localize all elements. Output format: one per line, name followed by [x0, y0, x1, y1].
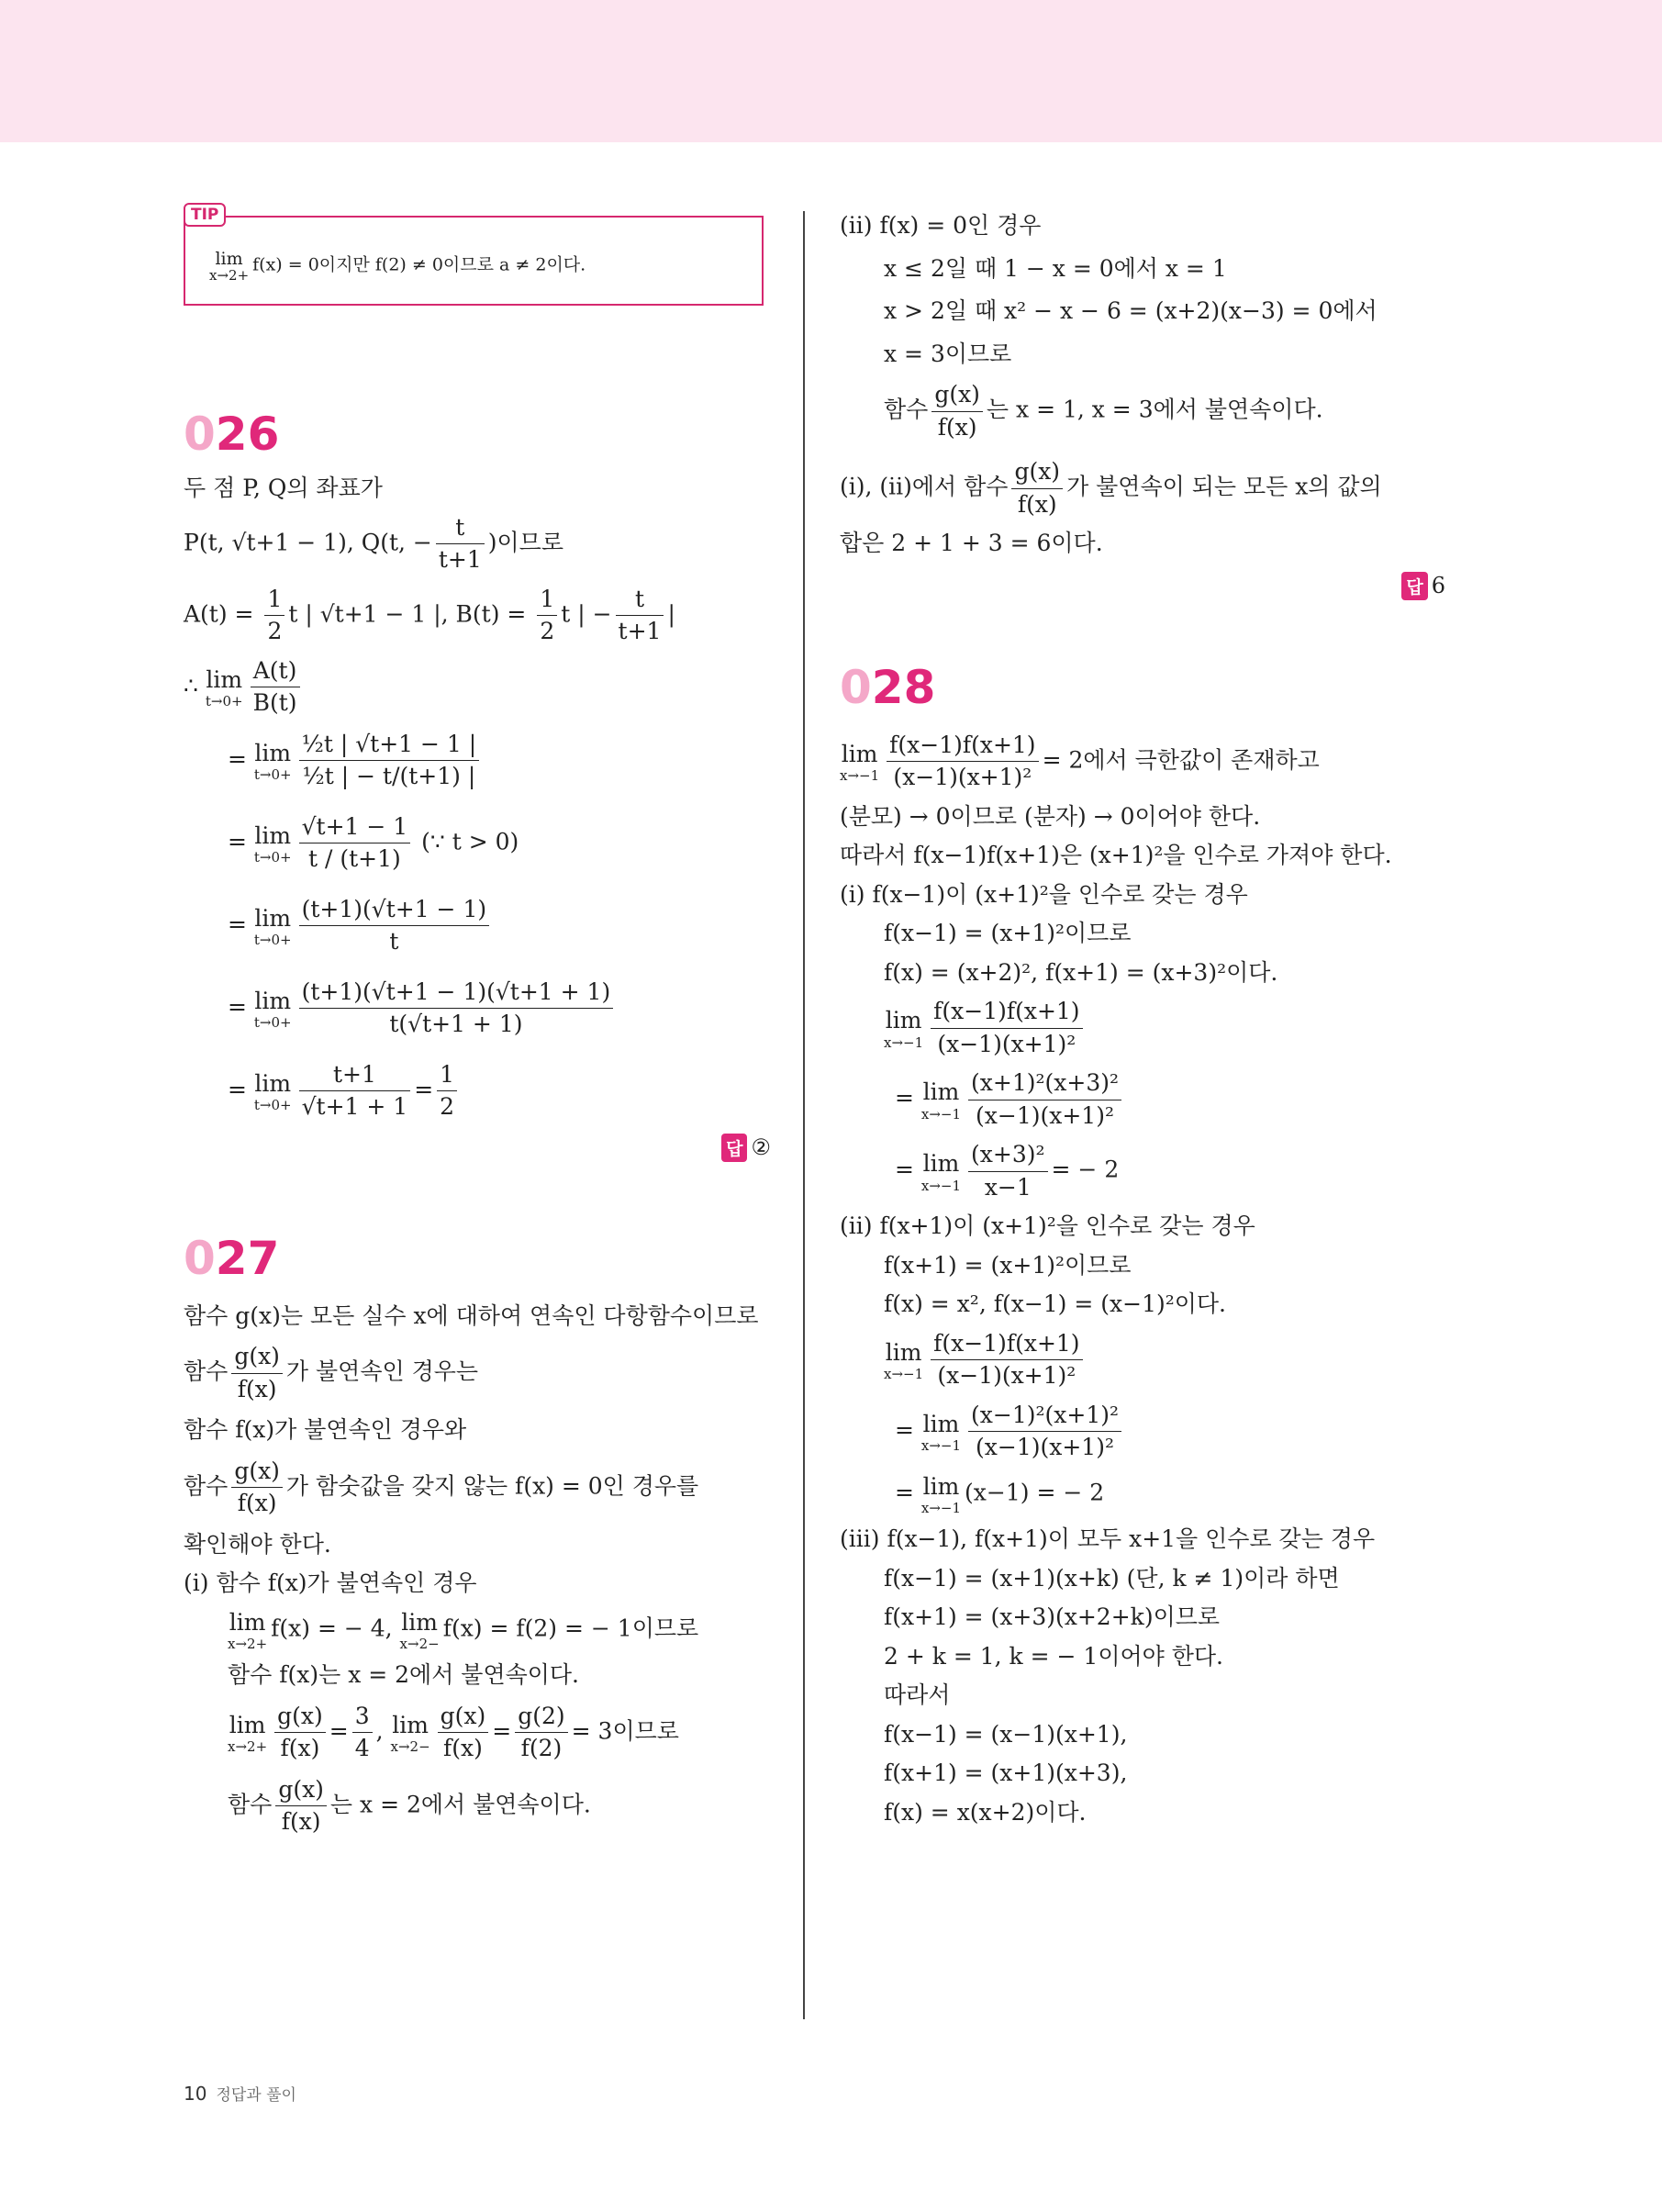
problem-number-027: 027	[184, 1231, 280, 1285]
p028-case-1-lim: lim x→−1 $\frac{f(x-1)f(x+1)}{\text{(x−1)(x+1)²}}$	[840, 997, 1445, 1059]
p026-line-3: A(t) = $\frac{1}{2}$ t | √t+1 − 1 |, B(t) = $\frac{1}{2}$ t | − $\frac{t}{t+1}$ |	[184, 585, 675, 644]
p028-case-1-step-2: = lim x→−1 $\frac{\text{(x+3)²}}{x-1}$ = − 2	[895, 1141, 1120, 1201]
p028-case-2-lim: lim x→−1 $\frac{f(x-1)f(x+1)}{\text{(x−1)(x+1)²}}$	[840, 1329, 1445, 1391]
p027-line-4: 함수 $\frac{g(x)}{f(x)}$ 가 함숫값을 갖지 않는 f(x) = 0인 경우를	[184, 1457, 699, 1516]
problem-number-026: 026	[184, 408, 280, 461]
right-column	[840, 211, 1445, 1827]
p026-step-5: = lim t→0+ $\frac{t+1}{√t+1 + 1}$ = $\frac{1}{2}$	[184, 1060, 771, 1123]
p027-line-1: 함수 g(x)는 모든 실수 x에 대하여 연속인 다항함수이므로	[184, 1302, 759, 1329]
p028-case-2-line-2: f(x) = x², f(x−1) = (x−1)²이다.	[884, 1290, 1226, 1317]
p026-line-2: P(t, √t+1 − 1), Q(t, − $\frac{t}{t+1}$ )이므로	[184, 513, 563, 573]
p028-case-1: (ⅰ) f(x−1)이 (x+1)²을 인수로 갖는 경우	[840, 880, 1248, 908]
p028-case-2: (ⅱ) f(x+1)이 (x+1)²을 인수로 갖는 경우	[840, 1212, 1255, 1239]
p028-case-3-line-7: f(x) = x(x+2)이다.	[884, 1798, 1087, 1826]
p027-case-1-line-3: lim x→2+ $\frac{g(x)}{f(x)}$ = $\frac{3}{4}$ , lim x→2− $\frac{g(x)}{f(x)}$ = $\frac{g(2)}{f(2)}$ = 3이므로	[228, 1702, 679, 1761]
p027-case-2-line-4: 함수 $\frac{g(x)}{f(x)}$ 는 x = 1, x = 3에서 불연속이다.	[884, 381, 1323, 441]
tip-box	[184, 206, 764, 306]
p026-step-3: = lim t→0+ $\frac{(t+1)(√t+1 - 1)}{t}$	[184, 895, 771, 957]
p028-case-3-line-1: f(x−1) = (x+1)(x+k) (단, k ≠ 1)이라 하면	[884, 1564, 1340, 1592]
p027-conclusion-2: 합은 2 + 1 + 3 = 6이다.	[840, 530, 1103, 556]
p028-line-3: 따라서 f(x−1)f(x+1)은 (x+1)²을 인수로 가져야 한다.	[840, 842, 1392, 868]
p026-step-2: = lim t→0+ $\frac{√t+1 - 1}{t / (t+1)}$ (∵ t > 0)	[228, 812, 519, 872]
p028-case-1-step-1: = lim x→−1 $\frac{\text{(x+1)²(x+3)²}}{\text{(x−1)(x+1)²}}$	[840, 1068, 1445, 1131]
page-footer	[184, 2082, 296, 2105]
p028-case-1-line-2: f(x) = (x+2)², f(x+1) = (x+3)²이다.	[884, 958, 1278, 986]
p027-case-2-line-3: x = 3이므로	[884, 340, 1012, 367]
p028-case-2-step-1: = lim x→−1 $\frac{\text{(x−1)²(x+1)²}}{\text{(x−1)(x+1)²}}$	[840, 1401, 1445, 1463]
problem-number-028: 028	[840, 660, 936, 714]
p026-line-4: ∴ lim t→0+ $\frac{A(t)}{B(t)}$	[184, 656, 771, 719]
p026-answer: 답 ②	[184, 1134, 771, 1162]
p027-case-1: (ⅰ) 함수 f(x)가 불연속인 경우	[184, 1570, 477, 1596]
p028-case-1-line-1: f(x−1) = (x+1)²이므로	[884, 920, 1132, 946]
p027-case-1-line-2: 함수 f(x)는 x = 2에서 불연속이다.	[228, 1661, 579, 1688]
p028-case-3-line-6: f(x+1) = (x+1)(x+3),	[884, 1760, 1128, 1786]
p027-conclusion-1: (ⅰ), (ⅱ)에서 함수 $\frac{g(x)}{f(x)}$ 가 불연속이 되는 모든 x의 값의	[840, 458, 1382, 518]
p027-case-1-line-4: 함수 $\frac{g(x)}{f(x)}$ 는 x = 2에서 불연속이다.	[228, 1775, 591, 1835]
p027-case-1-line-1: lim x→2+ f(x) = − 4, lim x→2− f(x) = f(2) = − 1이므로	[228, 1608, 699, 1652]
tip-label: TIP	[184, 203, 226, 227]
p027-case-2-line-1: x ≤ 2일 때 1 − x = 0에서 x = 1	[884, 254, 1227, 282]
p027-answer: 답 6	[840, 572, 1445, 600]
p027-case-2: (ⅱ) f(x) = 0인 경우	[840, 212, 1042, 239]
page-number: 10	[184, 2083, 207, 2105]
p028-case-2-line-1: f(x+1) = (x+1)²이므로	[884, 1251, 1132, 1279]
p028-case-2-step-2: = lim x→−1 (x−1) = − 2	[895, 1472, 1105, 1516]
p028-case-3-line-3: 2 + k = 1, k = − 1이어야 한다.	[884, 1642, 1223, 1670]
column-divider	[803, 211, 805, 2019]
p027-case-2-line-2: x > 2일 때 x² − x − 6 = (x+2)(x−3) = 0에서	[884, 297, 1378, 324]
p026-step-4: = lim t→0+ $\frac{(t+1)(√t+1 - 1)(√t+1 + 1)}{t(√t+1 + 1)}$	[184, 978, 771, 1040]
p028-line-2: (분모) → 0이므로 (분자) → 0이어야 한다.	[840, 802, 1261, 830]
p028-line-1: lim x→−1 $\frac{f(x-1)f(x+1)}{\text{(x−1)(x+1)²}}$ = 2에서 극한값이 존재하고	[840, 731, 1320, 790]
p028-case-3-line-5: f(x−1) = (x−1)(x+1),	[884, 1720, 1128, 1748]
p026-line-1: 두 점 P, Q의 좌표가	[184, 475, 383, 501]
p027-line-2: 함수 $\frac{g(x)}{f(x)}$ 가 불연속인 경우는	[184, 1343, 479, 1402]
p028-case-3-line-2: f(x+1) = (x+3)(x+2+k)이므로	[884, 1603, 1221, 1630]
left-column	[184, 206, 771, 1838]
p027-line-3: 함수 f(x)가 불연속인 경우와	[184, 1416, 467, 1443]
p027-line-5: 확인해야 한다.	[184, 1530, 331, 1558]
tip-text: lim x→2+ f(x) = 0이지만 f(2) ≠ 0이므로 a ≠ 2이다.	[209, 249, 586, 284]
p026-step-1: = lim t→0+ $\frac{\text{½t | √t+1 − 1 |}}{\text{½t | − t/(t+1) |}}$	[184, 730, 771, 792]
p028-case-3-line-4: 따라서	[884, 1681, 951, 1708]
p028-case-3: (ⅲ) f(x−1), f(x+1)이 모두 x+1을 인수로 갖는 경우	[840, 1525, 1376, 1552]
footer-title: 정답과 풀이	[216, 2086, 296, 2105]
header-band	[0, 0, 1662, 142]
